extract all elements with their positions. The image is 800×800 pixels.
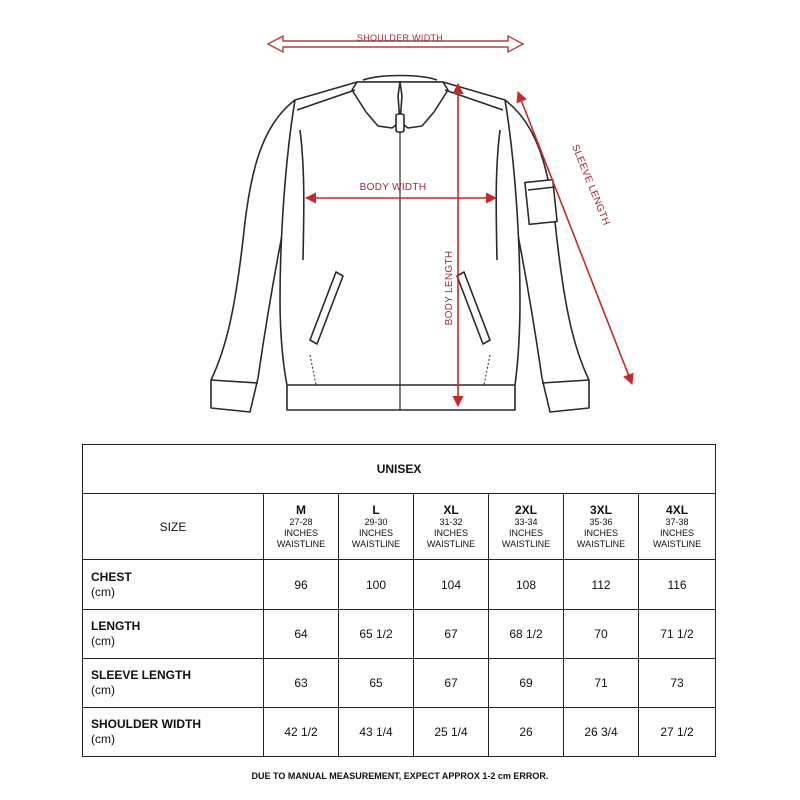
measure-unit: (cm) <box>91 732 115 746</box>
size-chart-table <box>82 444 716 757</box>
size-header-xl <box>414 494 489 560</box>
size-name: XL <box>443 503 459 517</box>
size-note: WAISTLINE <box>576 539 626 549</box>
sleeve-pocket <box>525 180 557 225</box>
measure-name: CHEST <box>91 569 132 584</box>
size-range: 37-38 <box>665 517 689 527</box>
table-row-chest <box>83 560 716 610</box>
size-column-label: SIZE <box>83 494 264 560</box>
table-cell: 100 <box>339 560 414 610</box>
size-header-l <box>339 494 414 560</box>
size-unit: INCHES <box>508 528 543 538</box>
measure-unit: (cm) <box>91 584 115 599</box>
table-cell: 68 1/2 <box>489 610 564 659</box>
table-cell: 116 <box>639 560 716 610</box>
table-cell: 43 1/4 <box>339 708 414 757</box>
measure-unit: (cm) <box>91 634 115 648</box>
size-range: 31-32 <box>439 517 463 527</box>
table-cell: 96 <box>264 560 339 610</box>
size-note: WAISTLINE <box>501 539 551 549</box>
body-length-label: BODY LENGTH <box>444 250 455 326</box>
size-range: 35-36 <box>589 517 613 527</box>
size-range: 29-30 <box>364 517 388 527</box>
table-cell: 69 <box>489 659 564 708</box>
measure-name: SHOULDER WIDTH <box>91 717 201 731</box>
table-cell: 26 3/4 <box>564 708 639 757</box>
size-name: M <box>296 503 306 517</box>
table-cell: 27 1/2 <box>639 708 716 757</box>
zipper-pull <box>396 114 404 132</box>
neck-band <box>363 76 437 81</box>
table-cell: 73 <box>639 659 716 708</box>
table-cell: 25 1/4 <box>414 708 489 757</box>
size-unit: INCHES <box>433 528 468 538</box>
measure-unit: (cm) <box>91 683 115 697</box>
table-cell: 64 <box>264 610 339 659</box>
table-cell: 71 1/2 <box>639 610 716 659</box>
size-unit: INCHES <box>583 528 618 538</box>
size-header-row <box>83 494 716 560</box>
measure-name: SLEEVE LENGTH <box>91 668 192 682</box>
table-row-sleeve-length <box>83 659 716 708</box>
size-note: WAISTLINE <box>276 539 326 549</box>
size-name: 3XL <box>589 503 612 517</box>
table-cell: 65 <box>339 659 414 708</box>
shoulder-width-label: SHOULDER WIDTH <box>356 33 444 43</box>
size-header-4xl <box>639 494 716 560</box>
size-note: WAISTLINE <box>652 539 702 549</box>
row-label <box>83 560 264 610</box>
table-cell: 42 1/2 <box>264 708 339 757</box>
table-row-length <box>83 610 716 659</box>
jacket-outline <box>211 76 589 413</box>
table-cell: 26 <box>489 708 564 757</box>
table-cell: 63 <box>264 659 339 708</box>
table-cell: 67 <box>414 659 489 708</box>
measurement-footnote: DUE TO MANUAL MEASUREMENT, EXPECT APPROX 1-2 cm ERROR. <box>251 771 549 781</box>
table-cell: 104 <box>414 560 489 610</box>
table-cell: 71 <box>564 659 639 708</box>
size-name: L <box>372 503 380 517</box>
size-header-2xl <box>489 494 564 560</box>
size-range: 33-34 <box>514 517 538 527</box>
measure-name: LENGTH <box>91 619 141 633</box>
row-label <box>83 610 264 659</box>
body-width-label: BODY WIDTH <box>359 182 427 193</box>
table-title: UNISEX <box>83 445 716 494</box>
table-cell: 65 1/2 <box>339 610 414 659</box>
sleeve-length-label: SLEEVE LENGTH <box>569 143 612 228</box>
table-row-shoulder-width <box>83 708 716 757</box>
size-name: 2XL <box>514 503 537 517</box>
size-unit: INCHES <box>660 528 695 538</box>
size-range: 27-28 <box>289 517 313 527</box>
size-note: WAISTLINE <box>426 539 476 549</box>
table-cell: 112 <box>564 560 639 610</box>
table-title-row <box>83 445 716 494</box>
row-label <box>83 659 264 708</box>
table-cell: 70 <box>564 610 639 659</box>
table-cell: 108 <box>489 560 564 610</box>
size-name: 4XL <box>666 503 689 517</box>
size-header-3xl <box>564 494 639 560</box>
row-label <box>83 708 264 757</box>
size-header-m <box>264 494 339 560</box>
size-unit: INCHES <box>358 528 393 538</box>
size-unit: INCHES <box>283 528 318 538</box>
size-note: WAISTLINE <box>351 539 401 549</box>
table-cell: 67 <box>414 610 489 659</box>
